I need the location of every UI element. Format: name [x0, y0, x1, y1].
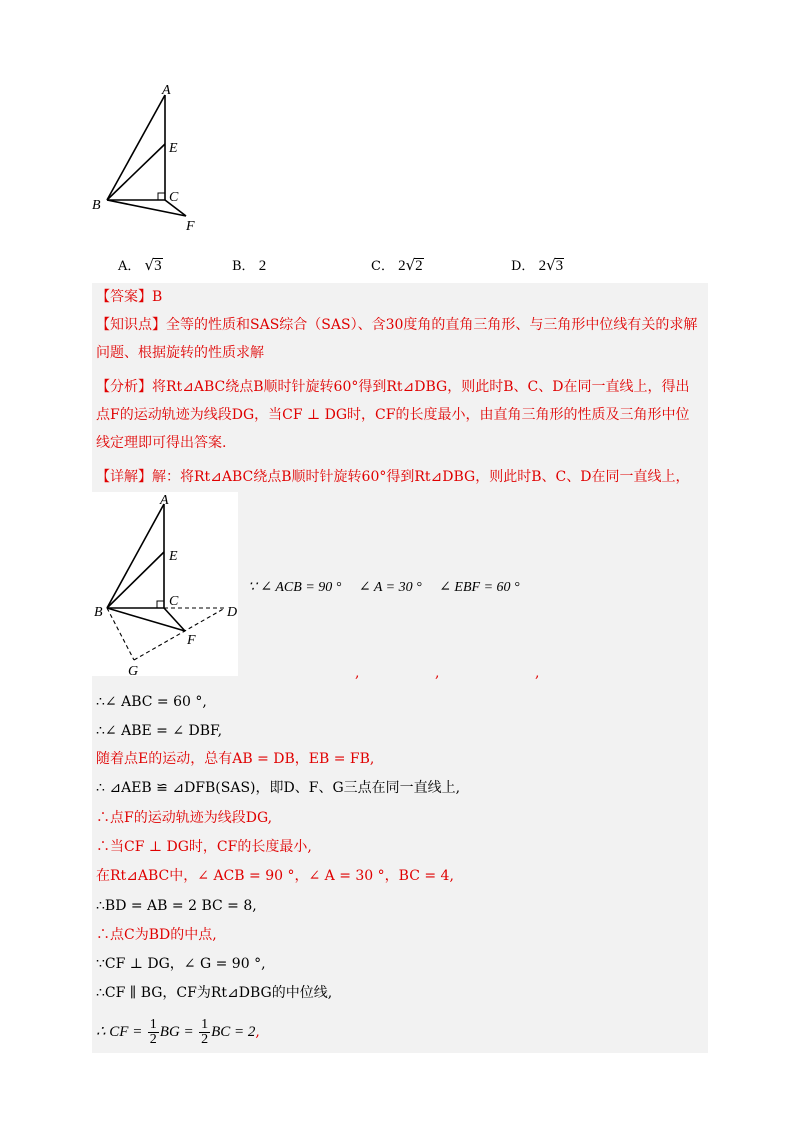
- analysis-line-3: 线定理即可得出答案.: [96, 435, 227, 451]
- step-7: 在Rt⊿ABC中，∠ ACB = 90 °，∠ A = 30 °，BC = 4,: [96, 868, 454, 884]
- step-4: ∴ ⊿AEB ≌ ⊿DFB(SAS)，即D、F、G三点在同一直线上,: [96, 780, 461, 796]
- option-b[interactable]: [232, 255, 266, 275]
- option-d[interactable]: [511, 255, 564, 275]
- analysis-text-1: 将Rt⊿ABC绕点B顺时针旋转60°得到Rt⊿DBG，则此时B、C、D在同一直线上，得出: [152, 379, 690, 395]
- fraction-2-num: 1: [201, 1016, 209, 1032]
- fraction-1-den: 2: [149, 1031, 157, 1047]
- option-a[interactable]: [118, 255, 163, 274]
- triangle-figure-2: [92, 492, 238, 676]
- option-d-prefix: 2: [538, 258, 547, 274]
- comma-2: ,: [435, 665, 440, 681]
- knowledge-line-2: 问题、根据旋转的性质求解: [96, 345, 264, 361]
- step-9: ∴点C为BD的中点,: [96, 927, 217, 943]
- option-d-letter: D．: [511, 259, 535, 274]
- label-e: E: [169, 141, 178, 156]
- detail-intro-text: 解：将Rt⊿ABC绕点B顺时针旋转60°得到Rt⊿DBG，则此时B、C、D在同一直线上，: [152, 469, 690, 485]
- step-10: ∵CF ⊥ DG，∠ G = 90 °,: [96, 956, 266, 972]
- answer-line: [96, 288, 162, 306]
- label-f: F: [187, 633, 196, 648]
- analysis-line-2: 点F的运动轨迹为线段DG，当CF ⊥ DG时，CF的长度最小，由直角三角形的性质及三角形中位: [96, 407, 690, 423]
- option-a-value: 3: [154, 258, 162, 274]
- label-d: D: [227, 605, 238, 620]
- option-b-value: 2: [258, 258, 267, 274]
- label-e: E: [169, 549, 178, 564]
- fraction-2: [199, 1018, 210, 1047]
- option-d-value: 3: [555, 258, 564, 274]
- step-1: ∴∠ ABC = 60 °,: [96, 694, 207, 710]
- fraction-1-num: 1: [149, 1016, 157, 1032]
- answer-value: B: [152, 289, 163, 305]
- knowledge-text-1: 全等的性质和SAS综合（SAS）、含30度角的直角三角形、与三角形中位线有关的求解: [166, 317, 698, 333]
- step-11: ∴CF ∥ BG，CF为Rt⊿DBG的中位线,: [96, 985, 333, 1001]
- sqrt-symbol: √: [405, 256, 416, 274]
- fraction-2-den: 2: [201, 1031, 209, 1047]
- sqrt-symbol: √: [546, 256, 556, 274]
- fraction-1: [148, 1018, 159, 1047]
- option-c[interactable]: [371, 255, 424, 275]
- option-c-letter: C．: [371, 259, 394, 274]
- option-c-prefix: 2: [398, 258, 406, 274]
- final-equation: [96, 1016, 260, 1048]
- label-a: A: [162, 83, 171, 98]
- label-g: G: [128, 664, 139, 676]
- label-c: C: [169, 190, 179, 205]
- detail-tag: 【详解】: [96, 469, 152, 485]
- answer-options: [118, 255, 718, 277]
- step-8: ∴BD = AB = 2 BC = 8,: [96, 898, 257, 914]
- step-5: ∴点F的运动轨迹为线段DG,: [96, 810, 273, 826]
- knowledge-line-1: [96, 316, 697, 334]
- final-mid-1: BG =: [159, 1024, 194, 1040]
- step-2: ∴∠ ABE = ∠ DBF,: [96, 723, 223, 739]
- label-a: A: [160, 493, 169, 508]
- final-end: ,: [255, 1024, 260, 1040]
- given-conditions: ∵ ∠ ACB = 90 ° ∠ A = 30 ° ∠ EBF = 60 °: [248, 580, 520, 595]
- analysis-tag: 【分析】: [96, 379, 152, 395]
- label-b: B: [92, 198, 101, 213]
- label-c: C: [169, 594, 179, 609]
- step-3: 随着点E的运动，总有AB = DB，EB = FB,: [96, 751, 375, 767]
- step-6: ∴当CF ⊥ DG时，CF的长度最小,: [96, 839, 312, 855]
- answer-tag: 【答案】: [96, 289, 152, 305]
- knowledge-tag: 【知识点】: [96, 317, 166, 333]
- detail-intro: [96, 468, 689, 486]
- label-f: F: [186, 219, 195, 234]
- option-b-letter: B．: [232, 259, 255, 274]
- option-c-value: 2: [415, 258, 423, 274]
- comma-3: ,: [535, 665, 540, 681]
- triangle-figure-1: [88, 82, 208, 234]
- label-b: B: [94, 605, 103, 620]
- option-a-letter: A．: [118, 259, 141, 274]
- analysis-line-1: [96, 378, 689, 396]
- sqrt-symbol: √: [144, 256, 155, 274]
- final-prefix: ∴ CF =: [96, 1024, 143, 1040]
- final-mid-2: BC = 2: [211, 1024, 256, 1040]
- comma-1: ,: [355, 665, 360, 681]
